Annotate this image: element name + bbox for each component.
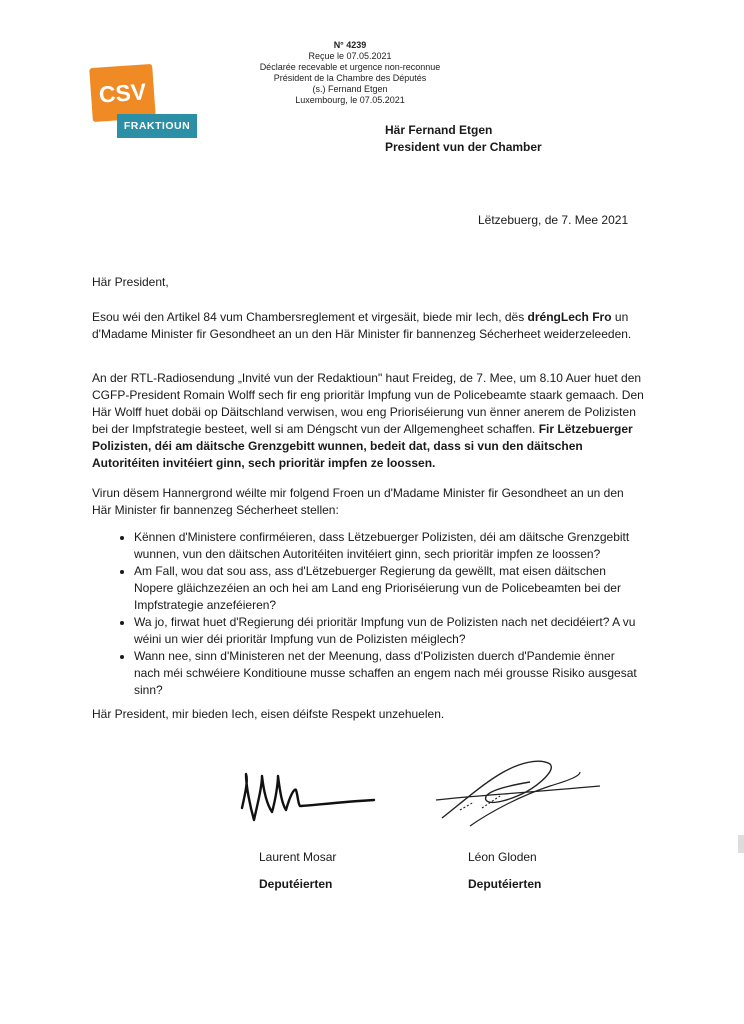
reception-stamp [235, 40, 465, 106]
recipient-block [385, 122, 542, 156]
csv-logo-fraktioun: FRAKTIOUN [117, 114, 197, 138]
recipient-title: President vun der Chamber [385, 140, 542, 154]
paragraph-context-bold: Fir Lëtzebuerger Polizisten, déi am däitsche Grenzgebitt wunnen, bedeit dat, dass si vun den däitschen Autoritéiten invitéiert ginn, sech prioritär impfen ze loossen. [92, 422, 633, 470]
signatory-role: Deputéierten [259, 877, 333, 891]
signatory-name: Laurent Mosar [259, 850, 337, 864]
paragraph-lead-in: Virun dësem Hannergrond wéilte mir folgend Froen un d'Madame Minister fir Gesondheet an un den Här Minister fir bannenzeg Sécherheet stellen: [92, 486, 624, 517]
paragraph-context-a: An der RTL-Radiosendung „Invité vun der Redaktioun" haut Freideg, de 7. Mee, um 8.10 Auer huet den CGFP-President Romain Wolff sech fir eng prioritär Impfung vun de Policebeamte staark gemaach. Den Här Wolff huet dobäi op Däitschland verwisen, wou eng Prioriséierung vun ënner anerem de Polizisten bei der Impfstrategie besteet, well si am Déngscht vun der Allgemengheet schaffen. [92, 371, 644, 436]
letter-date: Lëtzebuerg, de 7. Mee 2021 [478, 213, 629, 227]
list-item: • Wa jo, firwat huet d'Regierung déi prioritär Impfung vun de Polizisten nach net decidéiert? A vu wéini un wier déi prioritär Impfung vun de Polizisten méiglech? [134, 614, 644, 648]
stamp-received: Reçue le 07.05.2021 [308, 51, 392, 61]
stamp-declared: Déclarée recevable et urgence non-reconnue [259, 62, 441, 72]
csv-logo [91, 66, 197, 142]
list-item: • Am Fall, wou dat sou ass, ass d'Lëtzebuerger Regierung da gewëllt, mat eisen däitschen Nopere gläichzezéien an och hei am Land eng Prioriséierung vun de Policebeamten bei der Impfstrategie anzeféieren? [134, 563, 644, 614]
list-item: • Wann nee, sinn d'Ministeren net der Meenung, dass d'Polizisten duerch d'Pandemie ënner nach méi schwéiere Konditioune musse schaffen an engem nach méi grousse Risiko ausgesat sinn? [134, 648, 644, 699]
list-item: • Kënnen d'Ministere confirméieren, dass Lëtzebuerger Polizisten, déi am däitsche Grenzgebitt wunnen, vun den däitschen Autoritéiten invitéiert ginn, sech prioritär impfen ze loossen? [134, 529, 644, 563]
question-list [92, 529, 644, 699]
stamp-number: N° 4239 [333, 40, 367, 50]
signatory-name: Léon Gloden [468, 850, 537, 864]
stamp-president: Président de la Chambre des Députés [273, 73, 427, 83]
salutation: Här President, [92, 275, 169, 289]
closing-line: Här President, mir bieden Iech, eisen déifste Respekt unzehuelen. [92, 707, 445, 721]
scan-mark [738, 835, 744, 853]
signature-gloden [430, 756, 610, 836]
paragraph-intro-bold: dréngLech Fro [527, 310, 612, 324]
csv-logo-mark: CSV [89, 64, 156, 122]
stamp-signed: (s.) Fernand Etgen [312, 84, 388, 94]
signature-mosar [238, 766, 378, 826]
stamp-place-date: Luxembourg, le 07.05.2021 [295, 95, 405, 105]
paragraph-intro-a: Esou wéi den Artikel 84 vum Chambersreglement et virgesäit, biede mir Iech, dës [92, 310, 528, 324]
signatory-role: Deputéierten [468, 877, 542, 891]
recipient-name: Här Fernand Etgen [385, 123, 493, 137]
paragraph-intro [92, 309, 644, 343]
paragraph-intro-c: un d'Madame Minister fir Gesondheet an un den Här Minister fir bannenzeg Sécherheet weiderzeleeden. [92, 310, 632, 341]
paragraph-context [92, 370, 644, 472]
